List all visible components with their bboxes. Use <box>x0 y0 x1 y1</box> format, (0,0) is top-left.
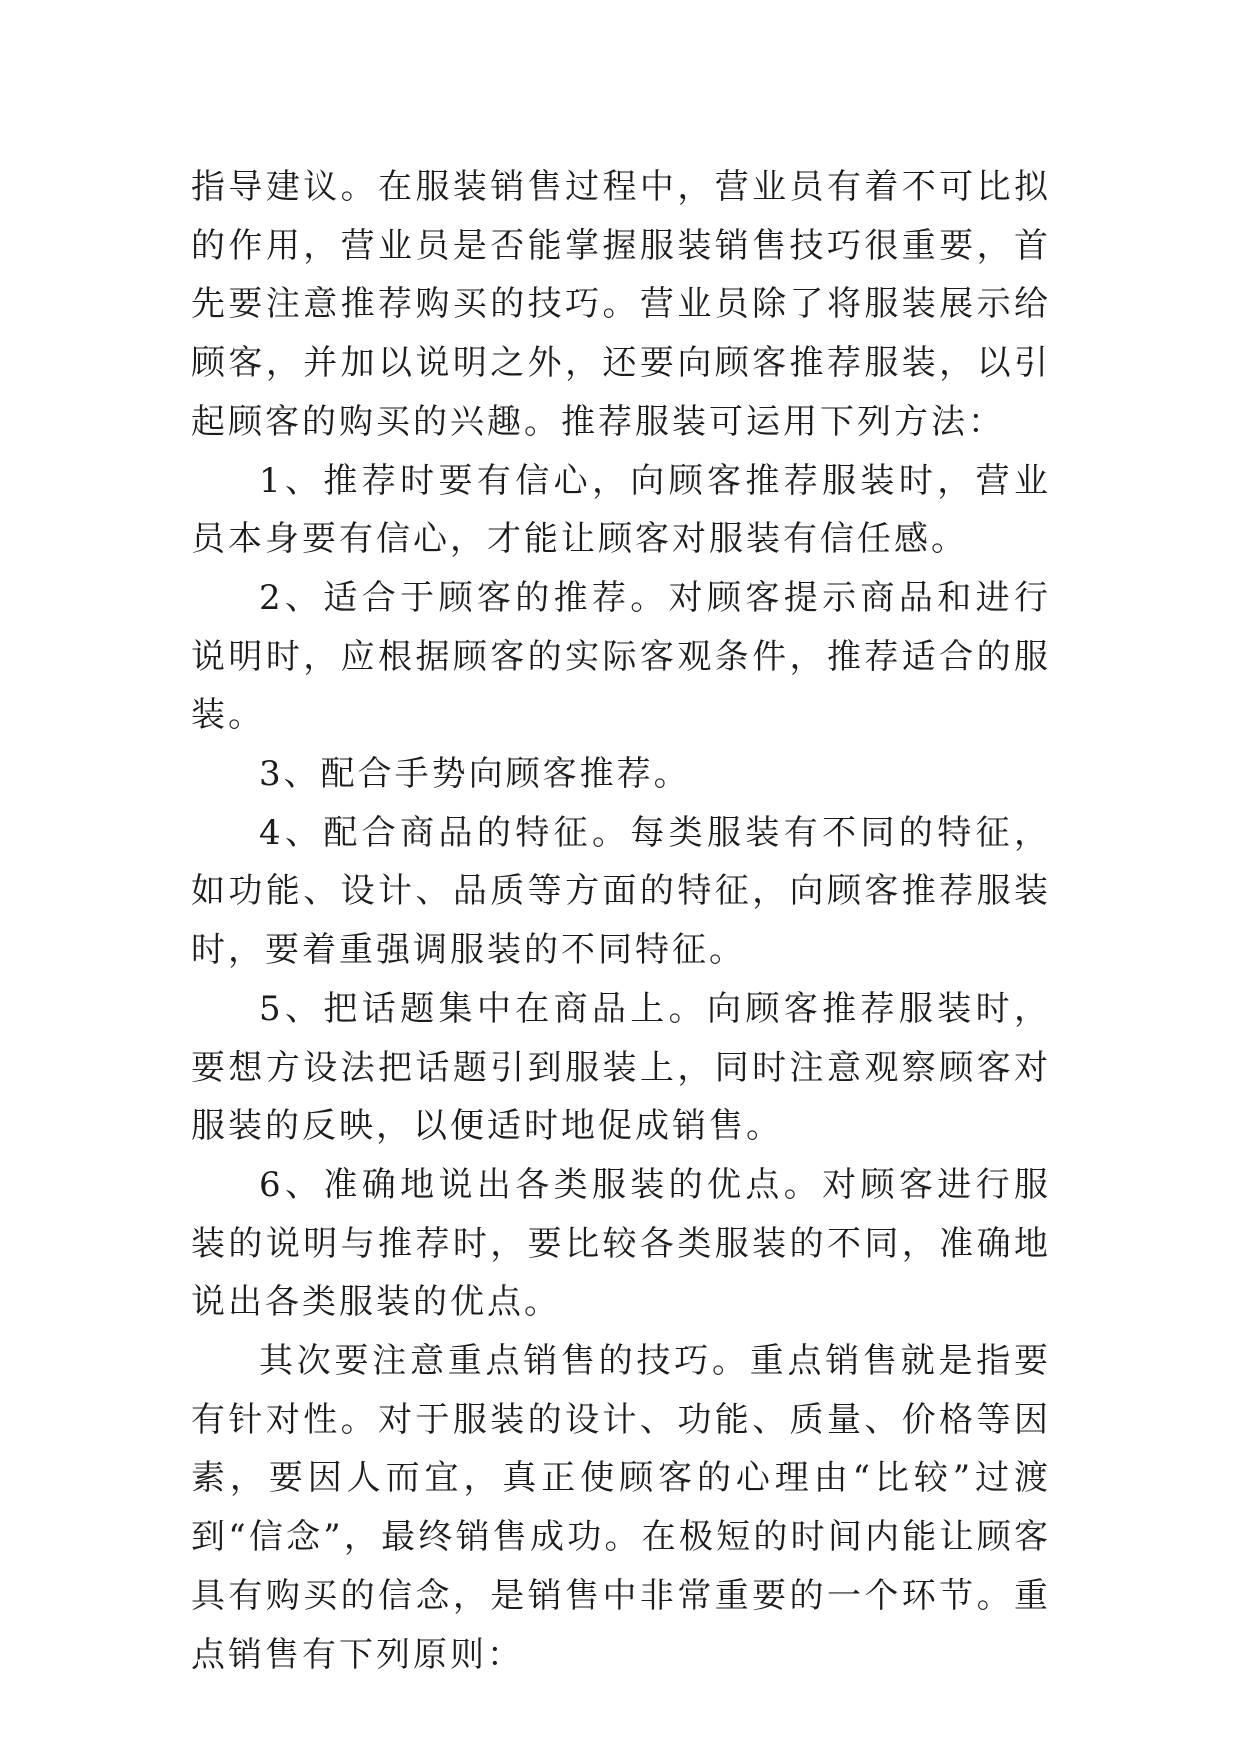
paragraph-method-3: 3、配合手势向顾客推荐。 <box>259 754 691 795</box>
paragraph-key-sales: 其次要注意重点销售的技巧。重点销售就是指要有针对性。对于服装的设计、功能、质量、价格等因素，要因人而宜，真正使顾客的心理由“比较”过渡到“信念”，最终销售成功。在极短的时间内能让顾客具有购买的信念，是销售中非常重要的一个环节。重点销售有下列原则： <box>191 1341 1051 1675</box>
paragraph-intro: 指导建议。在服装销售过程中，营业员有着不可比拟的作用，营业员是否能掌握服装销售技巧很重要，首先要注意推荐购买的技巧。营业员除了将服装展示给顾客，并加以说明之外，还要向顾客推荐服装，以引起顾客的购买的兴趣。推荐服装可运用下列方法： <box>191 167 1051 442</box>
paragraph-method-2: 2、适合于顾客的推荐。对顾客提示商品和进行说明时，应根据顾客的实际客观条件，推荐适合的服装。 <box>191 577 1051 736</box>
paragraph-method-6: 6、准确地说出各类服装的优点。对顾客进行服装的说明与推荐时，要比较各类服装的不同，准确地说出各类服装的优点。 <box>191 1164 1051 1323</box>
paragraph-method-4: 4、配合商品的特征。每类服装有不同的特征，如功能、设计、品质等方面的特征，向顾客推荐服装时，要着重强调服装的不同特征。 <box>191 812 1051 971</box>
document-body <box>191 158 1051 1684</box>
paragraph-method-1: 1、推荐时要有信心，向顾客推荐服装时，营业员本身要有信心，才能让顾客对服装有信任感。 <box>191 460 1051 560</box>
paragraph-method-5: 5、把话题集中在商品上。向顾客推荐服装时，要想方设法把话题引到服装上，同时注意观察顾客对服装的反映，以便适时地促成销售。 <box>191 988 1051 1147</box>
